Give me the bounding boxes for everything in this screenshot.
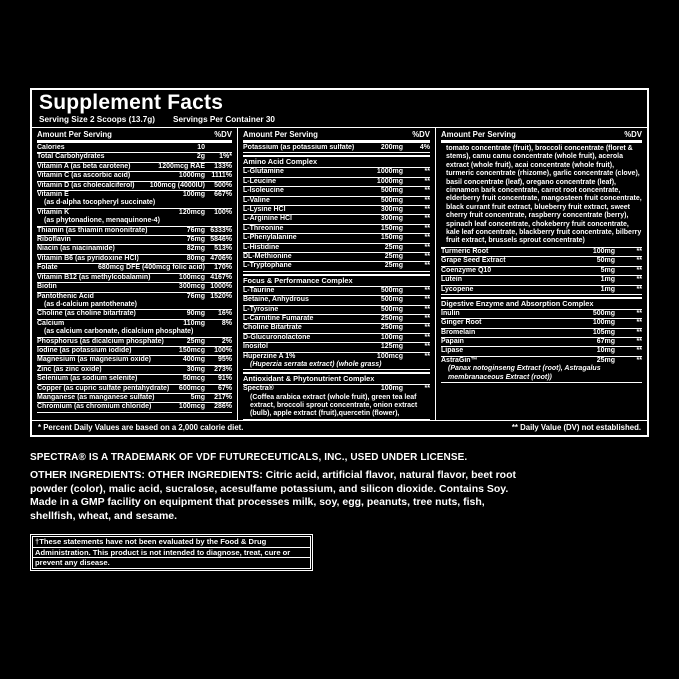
- nutrient-amount: 125mg: [380, 343, 403, 351]
- amount-per-serving-label: Amount Per Serving: [243, 130, 318, 139]
- nutrient-name: Papain: [441, 338, 464, 346]
- nutrient-amount: 105mg: [592, 328, 615, 336]
- nutrient-amount: 1000mg: [376, 168, 403, 176]
- nutrient-name: Chromium (as chromium chloride): [37, 403, 152, 411]
- nutrient-amount: 90mg: [186, 310, 205, 318]
- nutrient-dv: **: [636, 328, 642, 336]
- nutrient-name: Vitamin B12 (as methylcobalamin): [37, 273, 151, 281]
- nutrient-amount: 500mg: [380, 296, 403, 304]
- nutrient-name: L-Phenylalanine: [243, 234, 297, 242]
- nutrient-row: [441, 357, 642, 383]
- nutrient-dv: 5846%: [210, 236, 232, 244]
- nutrient-name: Copper (as cupric sulfate pentahydrate): [37, 384, 170, 392]
- nutrient-name: Thiamin (as thiamin mononitrate): [37, 226, 148, 234]
- nutrient-name: Vitamin A (as beta carotene): [37, 162, 131, 170]
- nutrient-row: [441, 338, 642, 347]
- nutrient-dv: **: [424, 286, 430, 294]
- nutrient-amount: 82mg: [186, 245, 205, 253]
- nutrient-amount: 200mg: [380, 144, 403, 151]
- nutrient-dv: **: [636, 257, 642, 265]
- nutrient-dv: 217%: [214, 393, 232, 401]
- nutrient-amount: 25mg: [384, 252, 403, 260]
- nutrient-amount: 1000mg: [376, 177, 403, 185]
- nutrient-row: [441, 329, 642, 338]
- nutrient-row: [37, 191, 232, 209]
- panel-footer: [32, 420, 647, 435]
- nutrient-row: [37, 310, 232, 319]
- nutrient-amount: 100mcg: [178, 273, 205, 281]
- nutrient-dv: 286%: [214, 403, 232, 411]
- nutrient-row: [37, 245, 232, 254]
- nutrient-name: L-Tyrosine: [243, 305, 279, 313]
- nutrient-row: [441, 257, 642, 266]
- nutrient-name: Riboflavin: [37, 236, 71, 244]
- nutrient-amount: 1mg: [600, 285, 615, 293]
- nutrient-dv: **: [636, 276, 642, 284]
- nutrient-amount: 250mg: [380, 314, 403, 322]
- disclaimer-line: †These statements have not been evaluated by the Food & Drug: [33, 537, 310, 548]
- nutrient-name: Manganese (as manganese sulfate): [37, 393, 155, 401]
- nutrient-name: L-Lysine HCl: [243, 205, 286, 213]
- nutrient-amount: 500mg: [380, 305, 403, 313]
- nutrient-amount: 67mg: [596, 338, 615, 346]
- nutrient-dv: 170%: [214, 264, 232, 272]
- facts-column-3: [435, 128, 647, 420]
- nutrient-row: [441, 248, 642, 257]
- nutrient-dv: **: [424, 177, 430, 185]
- nutrient-amount: 80mg: [186, 254, 205, 262]
- nutrient-name: Lycopene: [441, 285, 474, 293]
- nutrient-name: Lutein: [441, 276, 462, 284]
- nutrient-amount: 150mg: [380, 234, 403, 242]
- nutrient-name: Choline (as choline bitartrate): [37, 310, 136, 318]
- nutrient-dv: **: [636, 309, 642, 317]
- supplement-facts-title: Supplement Facts: [39, 91, 224, 114]
- nutrient-row: [37, 153, 232, 162]
- nutrient-dv: **: [424, 234, 430, 242]
- nutrient-amount: 76mg: [186, 236, 205, 244]
- nutrient-dv: **: [636, 285, 642, 293]
- nutrient-amount: 400mg: [182, 356, 205, 364]
- nutrient-amount: 25mg: [384, 262, 403, 270]
- nutrient-dv: 1000%: [210, 283, 232, 291]
- other-ingredients-text: OTHER INGREDIENTS: OTHER INGREDIENTS: Citric acid, artificial flavor, natural flavor, beet root powder (color), malic acid, sucralose, acesulfame potassium, and silicon dioxide. Contains Soy. Made in a GMP facility on equipment that processes milk, soy, egg, peanuts, tree nuts, fish, shellfish, wheat, and sesame.: [30, 469, 516, 522]
- nutrient-row: [441, 310, 642, 319]
- blend-continuation-text: tomato concentrate (fruit), broccoli concentrate (floret & stems), camu camu concentrate (whole fruit), acerola extract (whole fruit), acai concentrate (whole fruit), turmeric concentrate (rhizome), garlic concentrate (clove), basil concentrate (leaf), oregano concentrate (leaf), cinnamon bark concentrate, carrot root concentrate, elderberry fruit concentrate, mangosteen fruit concentrate, black currant fruit extract, blueberry fruit extract, sweet cherry fruit concentrate, raspberry concentrate (berry), spinach leaf concentrate, chokeberry fruit concentrate, kale leaf concentrate, blackberry fruit concentrate, bilberry fruit extract, brussels sprout concentrate): [441, 144, 642, 248]
- nutrient-row: [243, 187, 430, 196]
- nutrient-dv: **: [424, 205, 430, 213]
- nutrient-row: [243, 306, 430, 315]
- nutrient-dv: **: [424, 333, 430, 341]
- nutrient-row: [37, 403, 232, 412]
- complex-section-header: Digestive Enzyme and Absorption Complex: [441, 297, 642, 310]
- supplement-facts-panel: [30, 88, 649, 437]
- nutrient-row: [37, 293, 232, 311]
- nutrient-row: [243, 197, 430, 206]
- nutrient-name: Selenium (as sodium selenite): [37, 375, 138, 383]
- nutrient-amount: 1200mcg RAE: [158, 162, 205, 170]
- nutrient-row: [243, 225, 430, 234]
- nutrient-row: [243, 244, 430, 253]
- nutrient-name: Vitamin K: [37, 208, 70, 216]
- nutrient-name: Vitamin E: [37, 191, 69, 199]
- nutrient-rows: [441, 144, 642, 383]
- nutrient-row: [37, 375, 232, 384]
- nutrient-dv: **: [424, 215, 430, 223]
- nutrient-row: [441, 267, 642, 276]
- nutrient-name: Niacin (as niacinamide): [37, 245, 115, 253]
- nutrient-amount: 500mg: [380, 196, 403, 204]
- nutrient-name: Vitamin C (as ascorbic acid): [37, 172, 131, 180]
- nutrient-row: [441, 319, 642, 328]
- nutrient-name: L-Glutamine: [243, 168, 284, 176]
- nutrient-amount: 100mg: [380, 385, 403, 393]
- nutrient-dv: **: [424, 305, 430, 313]
- nutrient-amount: 25mg: [384, 243, 403, 251]
- disclaimer-line: Administration. This product is not intended to diagnose, treat, cure or: [33, 548, 310, 559]
- servings-per-container: Servings Per Container 30: [173, 115, 275, 124]
- nutrient-name: Potassium (as potassium sulfate): [243, 144, 355, 151]
- nutrient-source-subtext: (Panax notoginseng Extract (root), Astragalus membranaceous Extract (root)): [448, 365, 601, 381]
- nutrient-name: L-Valine: [243, 196, 270, 204]
- nutrient-row: [243, 178, 430, 187]
- nutrient-source-subtext: (as d-alpha tocopheryl succinate): [44, 199, 156, 207]
- nutrient-row: [243, 334, 430, 343]
- nutrient-dv: **: [636, 266, 642, 274]
- facts-columns: [32, 127, 647, 420]
- nutrient-dv: **: [424, 252, 430, 260]
- nutrient-dv: 8%: [221, 319, 232, 327]
- nutrient-dv: 667%: [214, 191, 232, 199]
- nutrient-amount: 500mg: [380, 187, 403, 195]
- nutrient-source-subtext: (as phytonadione, menaquinone-4): [44, 217, 160, 225]
- nutrient-row: [243, 296, 430, 305]
- column-header: [37, 130, 232, 143]
- nutrient-dv: 133%: [214, 162, 232, 170]
- nutrient-amount: 76mg: [186, 226, 205, 234]
- nutrient-name: Ginger Root: [441, 319, 482, 327]
- nutrient-dv: 16%: [217, 310, 232, 318]
- nutrient-name: L-Histidine: [243, 243, 280, 251]
- nutrient-name: DL-Methionine: [243, 252, 292, 260]
- nutrient-amount: 680mcg DFE (400mcg folic acid): [98, 264, 205, 272]
- nutrient-row: [37, 394, 232, 403]
- nutrient-row: [37, 338, 232, 347]
- nutrient-row: [37, 255, 232, 264]
- nutrient-name: Inositol: [243, 343, 268, 351]
- nutrient-dv: 95%: [217, 356, 232, 364]
- nutrient-row: [243, 144, 430, 153]
- nutrient-name: Choline Bitartrate: [243, 324, 302, 332]
- nutrient-amount: 25mg: [186, 337, 205, 345]
- nutrient-amount: 300mcg: [178, 283, 205, 291]
- nutrient-amount: 100mg: [380, 333, 403, 341]
- dv-label: %DV: [412, 130, 430, 139]
- nutrient-row: [37, 320, 232, 338]
- nutrient-amount: 120mcg: [178, 208, 205, 216]
- nutrient-dv: **: [424, 343, 430, 351]
- nutrient-row: [37, 347, 232, 356]
- nutrient-dv: **: [636, 356, 642, 364]
- nutrient-amount: 500mg: [380, 286, 403, 294]
- nutrient-row: [37, 283, 232, 292]
- facts-column-2: [237, 128, 435, 420]
- nutrient-dv: 273%: [214, 365, 232, 373]
- amount-per-serving-label: Amount Per Serving: [37, 130, 112, 139]
- column-header: [243, 130, 430, 143]
- nutrient-dv: **: [636, 319, 642, 327]
- nutrient-row: [243, 324, 430, 333]
- nutrient-name: Spectra®: [243, 385, 274, 393]
- nutrient-rows: [243, 144, 430, 420]
- nutrient-source-subtext: (Huperzia serrata extract) (whole grass): [250, 360, 382, 368]
- nutrient-dv: 4706%: [210, 254, 232, 262]
- serving-size: Serving Size 2 Scoops (13.7g): [39, 115, 156, 124]
- nutrient-amount: 300mg: [380, 215, 403, 223]
- nutrient-amount: 30mg: [186, 365, 205, 373]
- nutrient-row: [243, 353, 430, 371]
- nutrient-row: [37, 172, 232, 181]
- nutrient-amount: 100mcg: [178, 403, 205, 411]
- nutrient-name: D-Glucuronolactone: [243, 333, 311, 341]
- nutrient-dv: **: [424, 296, 430, 304]
- nutrient-row: [37, 274, 232, 283]
- nutrient-dv: 6333%: [210, 226, 232, 234]
- nutrient-row: [37, 163, 232, 172]
- nutrient-name: Total Carbohydrates: [37, 153, 105, 161]
- nutrient-dv: 91%: [217, 375, 232, 383]
- nutrient-name: Vitamin D (as cholecalciferol): [37, 181, 135, 189]
- dv-not-established-footnote: ** Daily Value (DV) not established.: [511, 423, 641, 432]
- nutrient-name: Folate: [37, 264, 58, 272]
- nutrient-dv: 100%: [214, 346, 232, 354]
- nutrient-name: Zinc (as zinc oxide): [37, 365, 102, 373]
- nutrient-row: [37, 144, 232, 153]
- nutrient-amount: 100mg: [182, 191, 205, 199]
- nutrient-row: [37, 236, 232, 245]
- nutrient-amount: 2g: [196, 153, 205, 161]
- amount-per-serving-label: Amount Per Serving: [441, 130, 516, 139]
- nutrient-amount: 100mg: [592, 319, 615, 327]
- nutrient-name: L-Carnitine Fumarate: [243, 314, 314, 322]
- nutrient-amount: 110mg: [183, 319, 205, 327]
- nutrient-row: [243, 315, 430, 324]
- nutrient-dv: 513%: [214, 245, 232, 253]
- nutrient-name: L-Tryptophane: [243, 262, 292, 270]
- nutrient-row: [37, 356, 232, 365]
- nutrient-dv: **: [424, 314, 430, 322]
- nutrient-row: [37, 385, 232, 394]
- nutrient-dv: 4167%: [210, 273, 232, 281]
- dv-label: %DV: [624, 130, 642, 139]
- panel-header: [32, 90, 647, 127]
- fda-disclaimer-box: [30, 534, 313, 571]
- nutrient-name: Coenzyme Q10: [441, 266, 492, 274]
- nutrient-amount: 600mcg: [178, 384, 205, 392]
- nutrient-name: Huperzine A 1%: [243, 352, 296, 360]
- nutrient-name: Iodine (as potassium iodide): [37, 346, 132, 354]
- nutrient-source-subtext: (as d-calcium pantothenate): [44, 300, 137, 308]
- nutrient-row: [243, 287, 430, 296]
- nutrient-dv: **: [424, 224, 430, 232]
- nutrient-amount: 150mcg: [178, 346, 205, 354]
- nutrient-amount: 100mcg: [376, 352, 403, 360]
- nutrient-dv: **: [424, 385, 430, 393]
- nutrient-name: L-Isoleucine: [243, 187, 284, 195]
- complex-section-header: Focus & Performance Complex: [243, 274, 430, 287]
- fda-disclaimer-inner: [32, 536, 311, 569]
- nutrient-dv: 100%: [214, 208, 232, 216]
- nutrient-row: [441, 347, 642, 356]
- nutrient-name: Calories: [37, 144, 65, 151]
- nutrient-amount: 5mg: [600, 266, 615, 274]
- nutrient-dv: **: [424, 262, 430, 270]
- nutrient-dv: **: [424, 168, 430, 176]
- serving-info: [39, 115, 640, 124]
- nutrient-row: [441, 276, 642, 285]
- nutrient-amount: 50mg: [596, 257, 615, 265]
- nutrient-amount: 10mg: [596, 347, 615, 355]
- nutrient-amount: 76mg: [186, 292, 205, 300]
- nutrient-amount: 100mcg (4000IU): [149, 181, 205, 189]
- nutrient-name: Betaine, Anhydrous: [243, 296, 309, 304]
- nutrient-dv: 500%: [214, 181, 232, 189]
- nutrient-dv: 4%: [419, 144, 430, 151]
- nutrient-dv: 2%: [221, 337, 232, 345]
- nutrient-amount: 5mg: [190, 393, 205, 401]
- spectra-trademark-text: SPECTRA® IS A TRADEMARK OF VDF FUTURECEUTICALS, INC., USED UNDER LICENSE.: [30, 452, 468, 463]
- nutrient-row: [243, 262, 430, 271]
- nutrient-amount: 10: [197, 144, 205, 151]
- nutrient-dv: 67%: [217, 384, 232, 392]
- nutrient-amount: 1mg: [600, 276, 615, 284]
- nutrient-source-subtext: (as calcium carbonate, dicalcium phosphate): [44, 328, 194, 336]
- nutrient-name: L-Arginine HCl: [243, 215, 292, 223]
- nutrient-row: [37, 227, 232, 236]
- daily-values-footnote: * Percent Daily Values are based on a 2,000 calorie diet.: [38, 423, 244, 432]
- nutrient-amount: 300mg: [380, 205, 403, 213]
- nutrient-row: [37, 182, 232, 191]
- nutrient-row: [37, 366, 232, 375]
- nutrient-row: [243, 168, 430, 177]
- nutrient-name: Calcium: [37, 319, 65, 327]
- disclaimer-line: prevent any disease.: [35, 558, 110, 567]
- nutrient-name: Bromelain: [441, 328, 476, 336]
- nutrient-row: [243, 253, 430, 262]
- nutrient-dv: **: [424, 196, 430, 204]
- nutrient-name: L-Leucine: [243, 177, 277, 185]
- nutrient-name: Grape Seed Extract: [441, 257, 506, 265]
- column-header: [441, 130, 642, 143]
- nutrient-row: [243, 343, 430, 352]
- nutrient-row: [243, 206, 430, 215]
- nutrient-dv: **: [636, 347, 642, 355]
- dv-label: %DV: [214, 130, 232, 139]
- nutrient-name: L-Taurine: [243, 286, 275, 294]
- nutrient-amount: 50mcg: [182, 375, 205, 383]
- nutrient-name: Pantothenic Acid: [37, 292, 94, 300]
- nutrient-amount: 250mg: [380, 324, 403, 332]
- nutrient-amount: 25mg: [596, 356, 615, 364]
- nutrient-amount: 100mg: [592, 247, 615, 255]
- complex-section-header: Antioxidant & Phytonutrient Complex: [243, 372, 430, 385]
- nutrient-name: Turmeric Root: [441, 247, 489, 255]
- nutrient-name: L-Threonine: [243, 224, 284, 232]
- nutrient-name: Inulin: [441, 309, 460, 317]
- nutrient-amount: 1000mg: [178, 172, 205, 180]
- nutrient-dv: **: [636, 338, 642, 346]
- nutrient-row: [37, 209, 232, 227]
- nutrient-dv: **: [424, 352, 430, 360]
- nutrient-amount: 150mg: [380, 224, 403, 232]
- nutrient-name: Phosphorus (as dicalcium phosphate): [37, 337, 164, 345]
- nutrient-name: AstraGin™: [441, 356, 478, 364]
- facts-column-1: [32, 128, 237, 420]
- nutrient-name: Magnesium (as magnesium oxide): [37, 356, 151, 364]
- nutrient-amount: 500mg: [592, 309, 615, 317]
- nutrient-dv: 1520%: [210, 292, 232, 300]
- nutrient-name: Biotin: [37, 283, 57, 291]
- nutrient-dv: **: [424, 243, 430, 251]
- nutrient-row: [37, 264, 232, 273]
- nutrient-name: Vitamin B6 (as pyridoxine HCl): [37, 254, 139, 262]
- nutrient-source-subtext: (Coffea arabica extract (whole fruit), green tea leaf extract, broccoli sprout concentrate, onion extract (bulb), apple extract (fruit),quercetin (flower),: [250, 393, 418, 418]
- nutrient-dv: **: [424, 187, 430, 195]
- nutrient-row: [243, 385, 430, 420]
- nutrient-rows: [37, 144, 232, 413]
- nutrient-dv: 1111%: [211, 172, 232, 180]
- nutrient-row: [243, 215, 430, 224]
- nutrient-dv: 1%*: [219, 153, 232, 161]
- nutrient-name: Lipase: [441, 347, 464, 355]
- nutrient-dv: **: [424, 324, 430, 332]
- nutrient-row: [243, 234, 430, 243]
- nutrient-dv: **: [636, 247, 642, 255]
- complex-section-header: Amino Acid Complex: [243, 155, 430, 168]
- nutrient-row: [441, 286, 642, 295]
